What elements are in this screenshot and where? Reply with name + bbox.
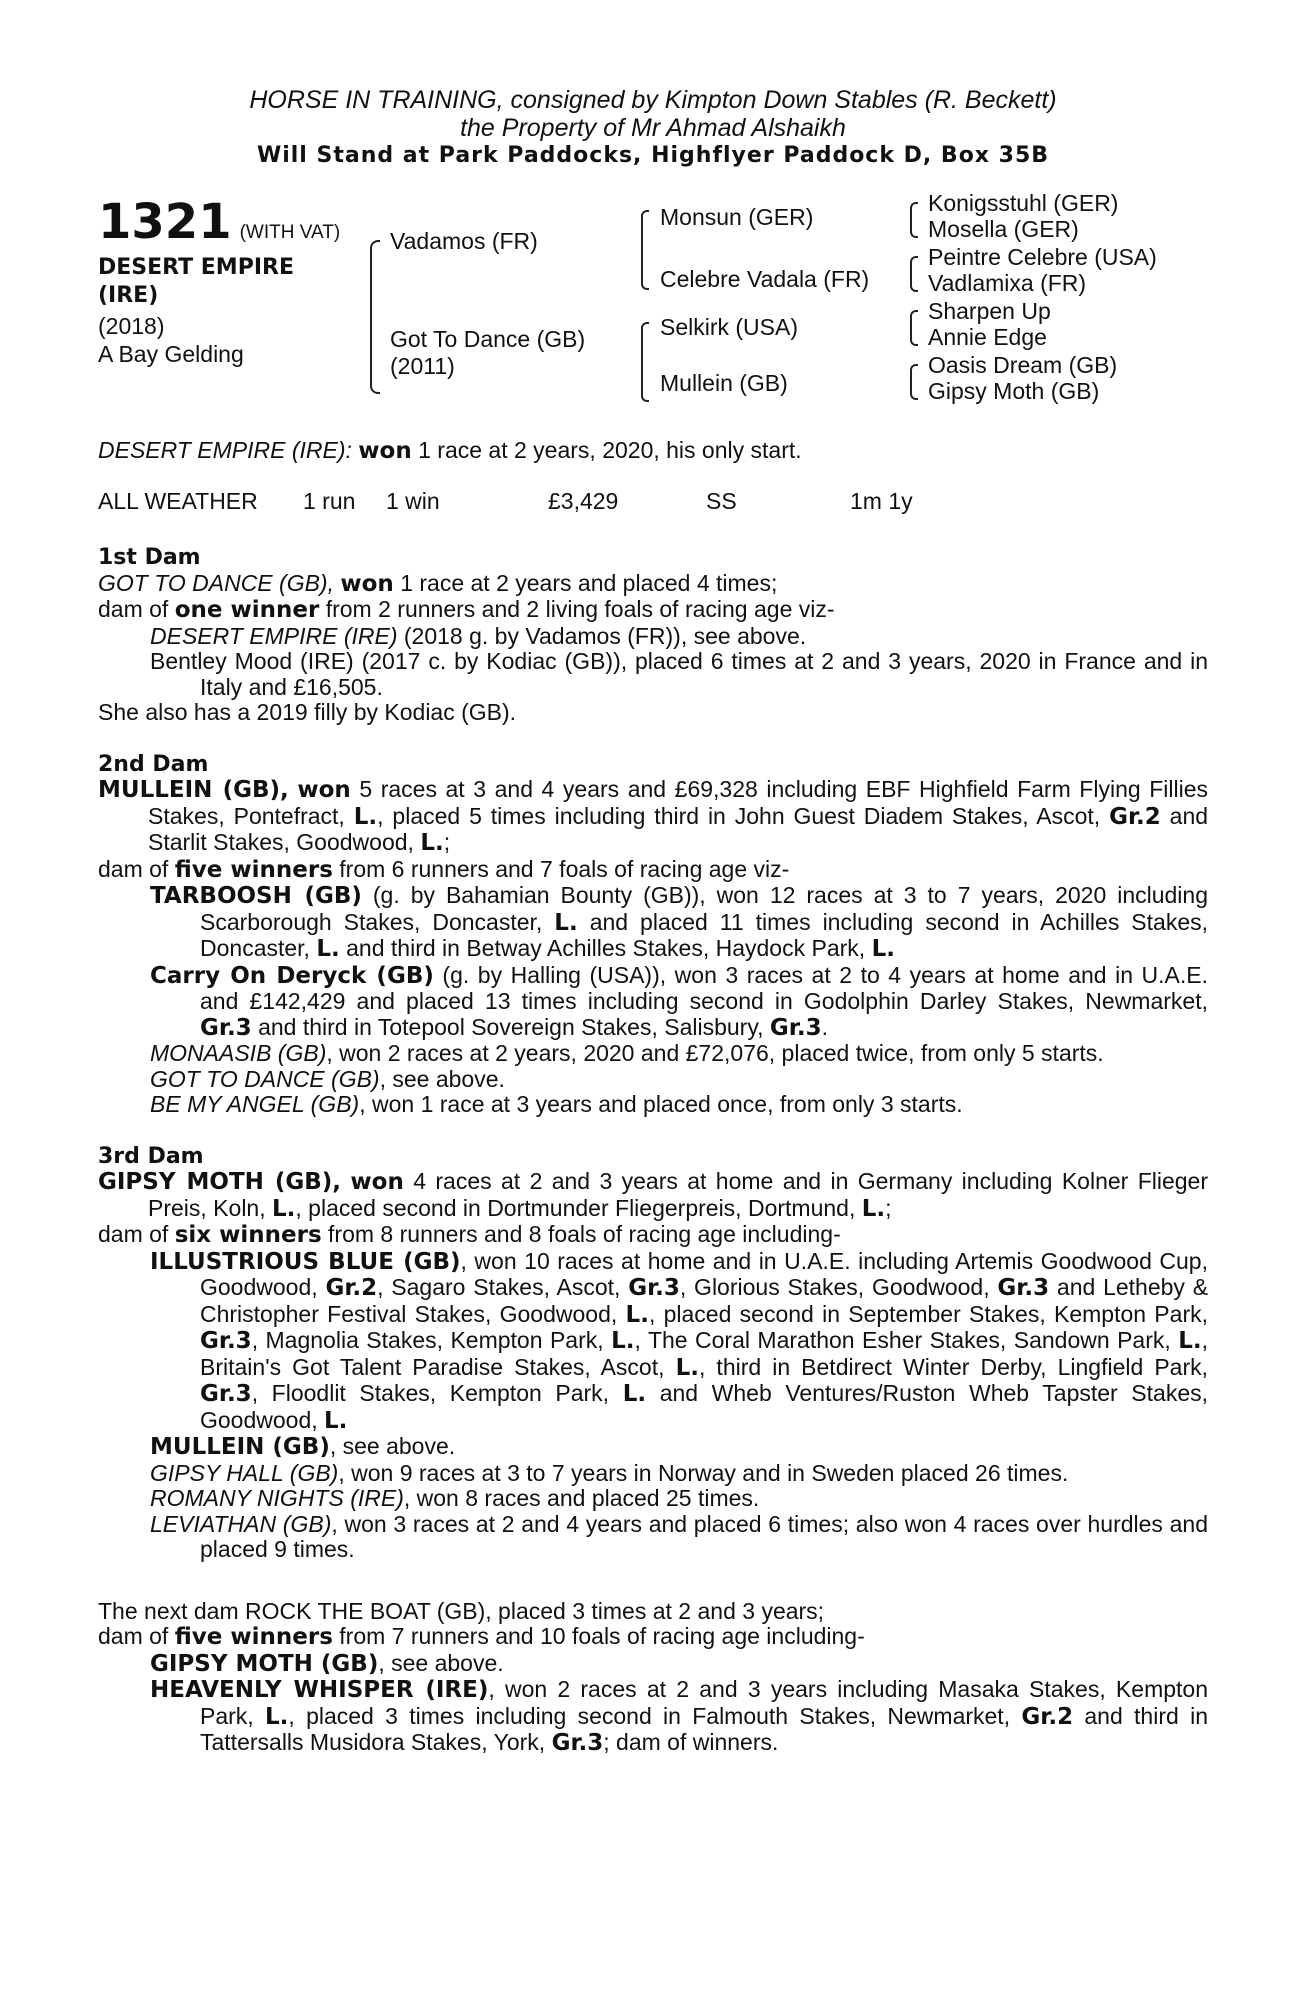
progeny-entry <box>98 649 1208 700</box>
race-record <box>98 487 1208 515</box>
dam-name: GOT TO DANCE (GB), <box>98 569 334 596</box>
summary-horse-name: DESERT EMPIRE (IRE): <box>98 437 352 463</box>
brace-dam <box>641 322 649 402</box>
lot-number-value: 1321 <box>98 194 232 250</box>
progeny-text: Bentley Mood (IRE) (2017 c. by Kodiac (GB)), placed 6 times at 2 and 3 years, 2020 in France and in Italy and £16,505. <box>150 648 1208 700</box>
progeny-entry: ROMANY NIGHTS (IRE), won 8 races and placed 25 times. <box>150 1485 760 1511</box>
location-line: Will Stand at Park Paddocks, Highflyer Paddock D, Box 35B <box>256 143 1050 168</box>
foaling-year: (2018) <box>98 313 165 339</box>
grandparent-8: Gipsy Moth (GB) <box>928 378 1100 404</box>
catalogue-page <box>98 86 1208 1757</box>
horse-name <box>98 254 294 310</box>
dam: Got To Dance (GB) <box>390 326 586 352</box>
dam-sire: Selkirk (USA) <box>660 314 799 340</box>
brace-sire-dam <box>370 240 380 394</box>
progeny-entry <box>98 624 1208 650</box>
dam-summary: GIPSY MOTH (GB), won 4 races at 2 and 3 years at home and in Germany including Kolner Flieger Preis, Koln, L., placed second in Dortmunder Fliegerpreis, Dortmund, L.; <box>98 1168 1209 1222</box>
grandparent-6: Annie Edge <box>928 324 1047 350</box>
progeny-name: DESERT EMPIRE (IRE) <box>150 622 398 649</box>
record-wins: 1 win <box>386 488 440 514</box>
progeny-entry: MONAASIB (GB), won 2 races at 2 years, 2020 and £72,076, placed twice, from only 5 starts. <box>150 1040 1104 1066</box>
dam-of-line: dam of five winners from 7 runners and 10 foals of racing age including- <box>98 1623 865 1650</box>
brace-g34 <box>910 256 918 292</box>
progeny-entry: Carry On Deryck (GB) (g. by Halling (USA)), won 3 races at 2 to 4 years at home and in U.A.E. and £142,429 and placed 13 times including second in Godolphin Darley Stakes, Newmarket, Gr.3 and third in Totepool Sovereign Stakes, Salisbury, Gr.3. <box>150 961 1209 1041</box>
progeny-entry: TARBOOSH (GB) (g. by Bahamian Bounty (GB)), won 12 races at 3 to 7 years, 2020 including Scarborough Stakes, Doncaster, L. and placed 11 times including second in Achilles Stakes, Doncaster, L. and third in Betway Achilles Stakes, Haydock Park, L. <box>150 882 1209 962</box>
dam-text: 1 race at 2 years and placed 4 times; <box>400 569 778 596</box>
dam-of-line: dam of six winners from 8 runners and 8 foals of racing age including- <box>98 1221 841 1248</box>
lot-header <box>98 86 1208 170</box>
progeny-entry: MULLEIN (GB), see above. <box>150 1433 456 1460</box>
progeny-entry: HEAVENLY WHISPER (IRE), won 2 races at 2 and 3 years including Masaka Stakes, Kempton Park, L., placed 3 times including second in Falmouth Stakes, Newmarket, Gr.2 and third in Tattersalls Musidora Stakes, York, Gr.3; dam of winners. <box>150 1676 1208 1756</box>
won-label: won <box>340 570 394 597</box>
second-dam-section <box>98 752 1208 1118</box>
summary-won: won <box>358 438 412 464</box>
horse-name-line1: DESERT EMPIRE <box>98 255 294 280</box>
brace-g56 <box>910 310 918 346</box>
section-heading: 3rd Dam <box>98 1143 204 1169</box>
progeny-text: (2018 g. by Vadamos (FR)), see above. <box>403 622 807 649</box>
progeny-name: LEVIATHAN (GB) <box>150 1510 332 1537</box>
progeny-name: GOT TO DANCE (GB) <box>150 1065 380 1092</box>
progeny-name: MONAASIB (GB) <box>150 1040 327 1066</box>
summary-text: 1 race at 2 years, 2020, his only start. <box>418 437 802 463</box>
horse-name-line2: (IRE) <box>98 283 159 308</box>
progeny-name: GIPSY MOTH (GB) <box>150 1650 379 1677</box>
pedigree-block <box>98 190 1208 428</box>
next-dam-section <box>98 1599 1208 1757</box>
grandparent-7: Oasis Dream (GB) <box>928 352 1118 378</box>
progeny-entry: BE MY ANGEL (GB), won 1 race at 3 years and placed once, from only 3 starts. <box>150 1091 963 1117</box>
dam-of-count: one winner <box>174 597 320 623</box>
dam-year: (2011) <box>390 353 455 379</box>
dam-dam: Mullein (GB) <box>660 370 788 396</box>
record-prize: £3,429 <box>548 488 619 514</box>
dam-note: She also has a 2019 filly by Kodiac (GB). <box>98 699 517 725</box>
won-label: won <box>350 1169 404 1195</box>
dam-summary <box>98 571 1208 598</box>
dam-of-pre: dam of <box>98 596 169 622</box>
sire-dam: Celebre Vadala (FR) <box>660 266 870 292</box>
progeny-name: ROMANY NIGHTS (IRE) <box>150 1485 404 1511</box>
sire-sire: Monsun (GER) <box>660 204 814 230</box>
grandparent-1: Konigsstuhl (GER) <box>928 190 1119 216</box>
grandparent-3: Peintre Celebre (USA) <box>928 244 1157 270</box>
brace-g12 <box>910 202 918 238</box>
record-distance: 1m 1y <box>850 488 913 514</box>
won-label: won <box>297 777 351 803</box>
section-heading: 2nd Dam <box>98 751 209 777</box>
progeny-name: Carry On Deryck (GB) <box>150 962 434 989</box>
dam-summary: MULLEIN (GB), won 5 races at 3 and 4 years and £69,328 including EBF Highfield Farm Flying Fillies Stakes, Pontefract, L., placed 5 times including third in John Guest Diadem Stakes, Ascot, Gr.2 and Starlit Stakes, Goodwood, L.; <box>98 776 1209 856</box>
vat-label: (WITH VAT) <box>239 222 341 243</box>
dam-of-post: from 2 runners and 2 living foals of racing age viz- <box>325 596 835 622</box>
progeny-name: GIPSY HALL (GB) <box>150 1459 339 1486</box>
progeny-name: HEAVENLY WHISPER (IRE) <box>150 1677 489 1703</box>
section-heading: 1st Dam <box>98 545 201 570</box>
next-dam-line: The next dam ROCK THE BOAT (GB), placed 3 times at 2 and 3 years; <box>98 1597 825 1624</box>
grandparent-2: Mosella (GER) <box>928 216 1079 242</box>
horse-description: A Bay Gelding <box>98 341 244 367</box>
record-going: SS <box>706 488 737 514</box>
progeny-name: BE MY ANGEL (GB) <box>150 1091 360 1117</box>
first-dam-section <box>98 545 1208 726</box>
progeny-name: ILLUSTRIOUS BLUE (GB) <box>150 1248 461 1275</box>
record-surface: ALL WEATHER <box>98 488 258 514</box>
dam-of-line <box>98 597 1208 624</box>
progeny-name: TARBOOSH (GB) <box>150 883 362 909</box>
third-dam-section <box>98 1144 1208 1563</box>
dam-of-line: dam of five winners from 6 runners and 7 foals of racing age viz- <box>98 855 790 883</box>
progeny-entry: ILLUSTRIOUS BLUE (GB), won 10 races at home and in U.A.E. including Artemis Goodwood Cup, Goodwood, Gr.2, Sagaro Stakes, Ascot, Gr.3, Glorious Stakes, Goodwood, Gr.3 and Letheby & Christopher Festival Stakes, Goodwood, L., placed second in September Stakes, Kempton Park, Gr.3, Magnolia Stakes, Kempton Park, L., The Coral Marathon Esher Stakes, Sandown Park, L., Britain's Got Talent Paradise Stakes, Ascot, L., third in Betdirect Winter Derby, Lingfield Park, Gr.3, Floodlit Stakes, Kempton Park, L. and Wheb Ventures/Ruston Wheb Tapster Stakes, Goodwood, L. <box>150 1247 1209 1434</box>
record-runs: 1 run <box>303 488 356 514</box>
progeny-entry: GIPSY MOTH (GB), see above. <box>150 1649 504 1677</box>
grandparent-4: Vadlamixa (FR) <box>928 270 1087 296</box>
brace-sire <box>641 210 649 290</box>
consignor-line: HORSE IN TRAINING, consigned by Kimpton Down Stables (R. Beckett) <box>249 86 1057 114</box>
progeny-entry: GIPSY HALL (GB), won 9 races at 3 to 7 years in Norway and in Sweden placed 26 times. <box>150 1459 1069 1486</box>
progeny-entry: LEVIATHAN (GB), won 3 races at 2 and 4 years and placed 6 times; also won 4 races over hurdles and placed 9 times. <box>150 1510 1209 1562</box>
owner-line: the Property of Mr Ahmad Alshaikh <box>460 114 846 142</box>
race-summary <box>98 436 1208 465</box>
lot-number <box>98 196 340 259</box>
dam-name: MULLEIN (GB), <box>98 777 289 803</box>
progeny-entry: GOT TO DANCE (GB), see above. <box>150 1065 505 1092</box>
dam-name: GIPSY MOTH (GB), <box>98 1169 342 1195</box>
progeny-name: MULLEIN (GB) <box>150 1434 330 1460</box>
brace-g78 <box>910 364 918 400</box>
grandparent-5: Sharpen Up <box>928 298 1051 324</box>
sire: Vadamos (FR) <box>390 228 538 254</box>
